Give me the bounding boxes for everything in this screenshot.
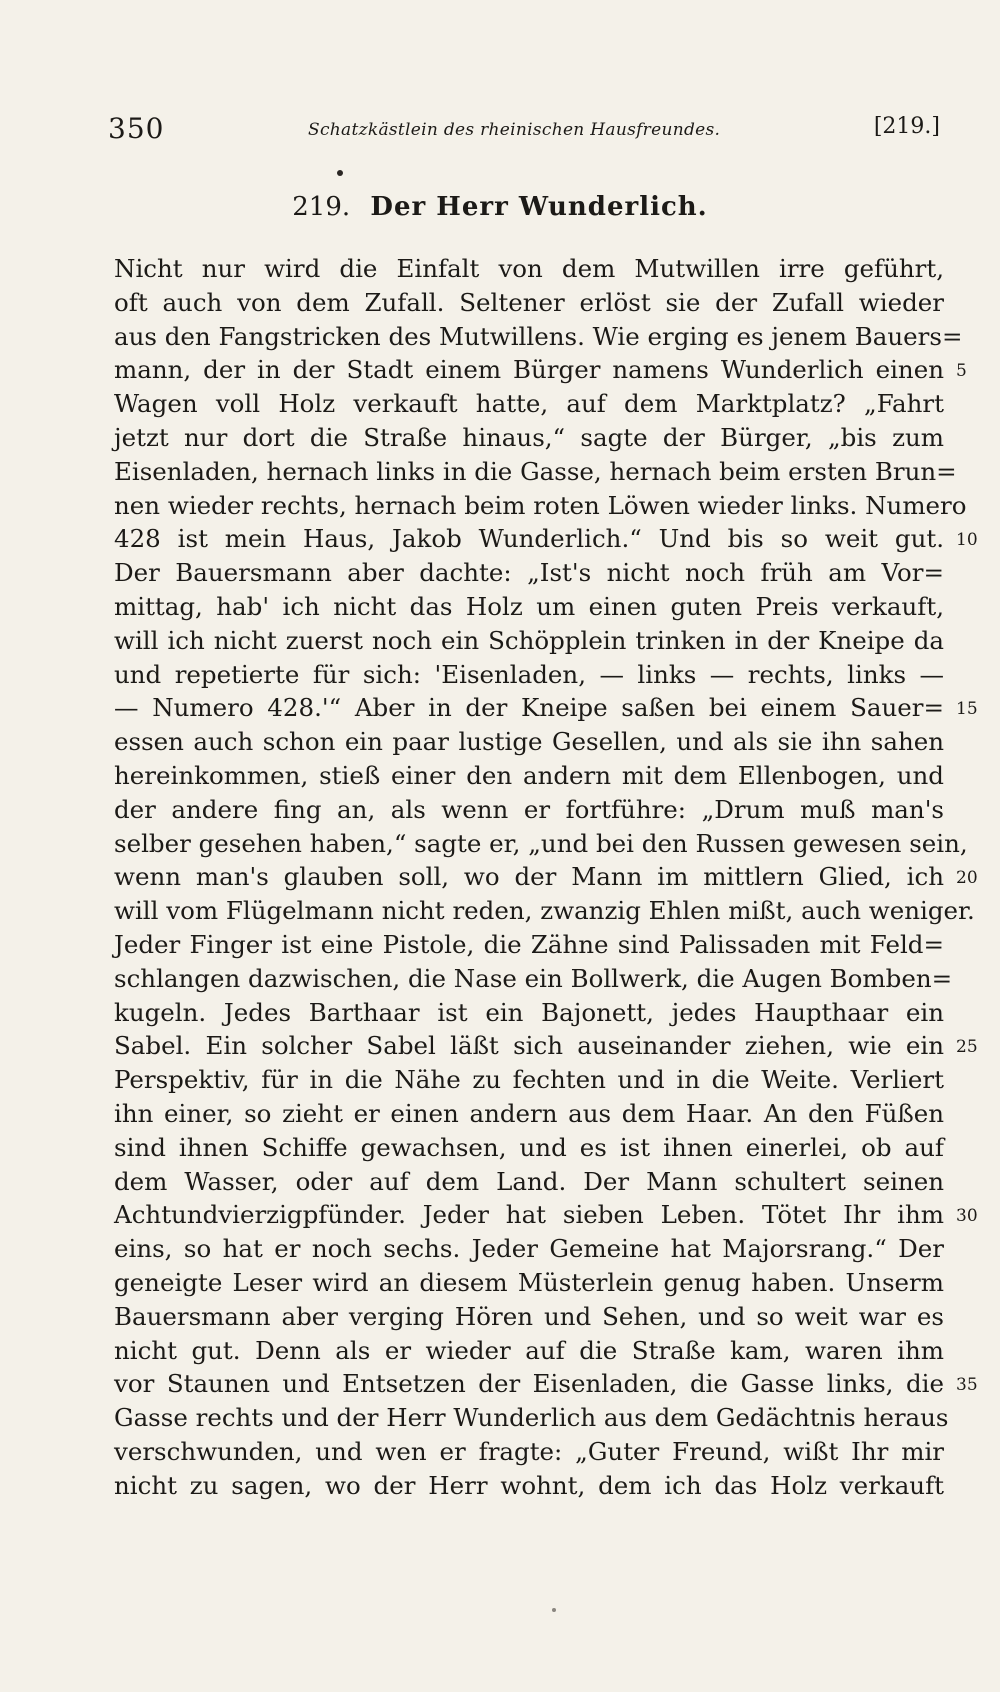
section-reference: [219.] (873, 114, 940, 139)
text-line (114, 793, 944, 827)
text-line (114, 320, 963, 354)
text-line (114, 1063, 944, 1097)
line-text: Gasse rechts und der Herr Wunderlich aus dem Gedächtnis heraus (114, 1403, 949, 1433)
line-text: will vom Flügelmann nicht reden, zwanzig Ehlen mißt, auch weniger. (114, 896, 975, 926)
text-line (114, 1266, 944, 1300)
line-number: 25 (956, 1037, 978, 1058)
text-line (114, 1232, 944, 1266)
line-text: sind ihnen Schiffe gewachsen, und es ist ihnen einerlei, ob auf (114, 1132, 944, 1162)
text-line (114, 421, 944, 455)
line-text: nen wieder rechts, hernach beim roten Löwen wieder links. Numero (114, 490, 967, 520)
line-number: 35 (956, 1375, 978, 1396)
text-line (114, 691, 978, 725)
text-line (114, 725, 944, 759)
text-line (114, 489, 967, 523)
line-text: geneigte Leser wird an diesem Müsterlein genug haben. Unserm (114, 1267, 944, 1297)
story-title: Der Herr Wunderlich. (370, 192, 708, 222)
line-text: Sabel. Ein solcher Sabel läßt sich auseinander ziehen, wie ein (114, 1031, 944, 1061)
line-text: ihn einer, so zieht er einen andern aus dem Haar. An den Füßen (114, 1098, 944, 1128)
line-text: der andere fing an, als wenn er fortführe: „Drum muß man's (114, 794, 944, 824)
line-text: Der Bauersmann aber dachte: „Ist's nicht noch früh am Vor= (114, 558, 944, 588)
running-head (108, 112, 940, 152)
line-text: nicht gut. Denn als er wieder auf die Straße kam, waren ihm (114, 1335, 944, 1365)
line-text: wenn man's glauben soll, wo der Mann im mittlern Glied, ich (114, 862, 944, 892)
line-text: selber gesehen haben,“ sagte er, „und bei den Russen gewesen sein, (114, 828, 968, 858)
line-text: nicht zu sagen, wo der Herr wohnt, dem ich das Holz verkauft (114, 1470, 944, 1500)
line-text: oft auch von dem Zufall. Seltener erlöst sie der Zufall wieder (114, 287, 944, 317)
text-line (114, 1469, 944, 1503)
text-line (114, 522, 978, 556)
line-text: essen auch schon ein paar lustige Gesellen, und als sie ihn sahen (114, 727, 944, 757)
text-line (114, 353, 967, 387)
line-text: kugeln. Jedes Barthaar ist ein Bajonett, jedes Haupthaar ein (114, 997, 944, 1027)
text-line (114, 1334, 944, 1368)
line-text: hereinkommen, stieß einer den andern mit dem Ellenbogen, und (114, 760, 944, 790)
line-text: aus den Fangstricken des Mutwillens. Wie erging es jenem Bauers= (114, 321, 963, 351)
line-text: jetzt nur dort die Straße hinaus,“ sagte der Bürger, „bis zum (114, 422, 944, 452)
line-text: mittag, hab' ich nicht das Holz um einen guten Preis verkauft, (114, 591, 944, 621)
line-text: verschwunden, und wen er fragte: „Guter Freund, wißt Ihr mir (114, 1436, 944, 1466)
line-number: 5 (956, 361, 967, 382)
print-speck (337, 170, 343, 176)
line-number: 15 (956, 699, 978, 720)
line-text: — Numero 428.'“ Aber in der Kneipe saßen bei einem Sauer= (114, 693, 944, 723)
text-line (114, 556, 944, 590)
line-text: vor Staunen und Entsetzen der Eisenladen, die Gasse links, die (114, 1369, 944, 1399)
line-number: 20 (956, 868, 978, 889)
text-line (114, 962, 953, 996)
text-line (114, 1367, 978, 1401)
text-line (114, 286, 944, 320)
text-line (114, 455, 957, 489)
body-text (114, 252, 978, 1502)
line-text: eins, so hat er noch sechs. Jeder Gemeine hat Majorsrang.“ Der (114, 1234, 944, 1264)
story-heading (0, 192, 1000, 222)
text-line (114, 827, 968, 861)
line-text: mann, der in der Stadt einem Bürger namens Wunderlich einen (114, 355, 944, 385)
line-text: 428 ist mein Haus, Jakob Wunderlich.“ Und bis so weit gut. (114, 524, 944, 554)
line-text: Bauersmann aber verging Hören und Sehen, und so weit war es (114, 1301, 944, 1331)
text-line (114, 1097, 944, 1131)
line-text: Wagen voll Holz verkauft hatte, auf dem Marktplatz? „Fahrt (114, 389, 944, 419)
running-title: Schatzkästlein des rheinischen Hausfreundes. (308, 120, 721, 140)
text-line (114, 894, 975, 928)
line-text: und repetierte für sich: 'Eisenladen, — links — rechts, links — (114, 659, 944, 689)
text-line (114, 1165, 944, 1199)
text-line (114, 928, 944, 962)
text-line (114, 1435, 944, 1469)
text-line (114, 1401, 949, 1435)
line-text: schlangen dazwischen, die Nase ein Bollwerk, die Augen Bomben= (114, 963, 953, 993)
story-number: 219. (292, 192, 351, 222)
text-line (114, 1198, 978, 1232)
line-text: Nicht nur wird die Einfalt von dem Mutwillen irre geführt, (114, 254, 944, 283)
print-speck-bottom (552, 1608, 556, 1612)
text-line (114, 759, 944, 793)
line-number: 30 (956, 1206, 978, 1227)
line-text: dem Wasser, oder auf dem Land. Der Mann schultert seinen (114, 1166, 944, 1196)
text-line (114, 1029, 978, 1063)
text-line (114, 996, 944, 1030)
text-line (114, 1300, 944, 1334)
text-line (114, 860, 978, 894)
page-number: 350 (108, 112, 165, 145)
line-text: Jeder Finger ist eine Pistole, die Zähne sind Palissaden mit Feld= (114, 929, 944, 959)
line-text: Eisenladen, hernach links in die Gasse, hernach beim ersten Brun= (114, 456, 957, 486)
text-line (114, 590, 944, 624)
line-text: will ich nicht zuerst noch ein Schöpplein trinken in der Kneipe da (114, 625, 944, 655)
line-number: 10 (956, 530, 978, 551)
text-line (114, 658, 944, 692)
text-line (114, 387, 944, 421)
text-line (114, 1131, 944, 1165)
line-text: Perspektiv, für in die Nähe zu fechten und in die Weite. Verliert (114, 1065, 944, 1095)
line-text: Achtundvierzigpfünder. Jeder hat sieben Leben. Tötet Ihr ihm (114, 1200, 944, 1230)
text-line (114, 624, 944, 658)
text-line (114, 252, 944, 286)
